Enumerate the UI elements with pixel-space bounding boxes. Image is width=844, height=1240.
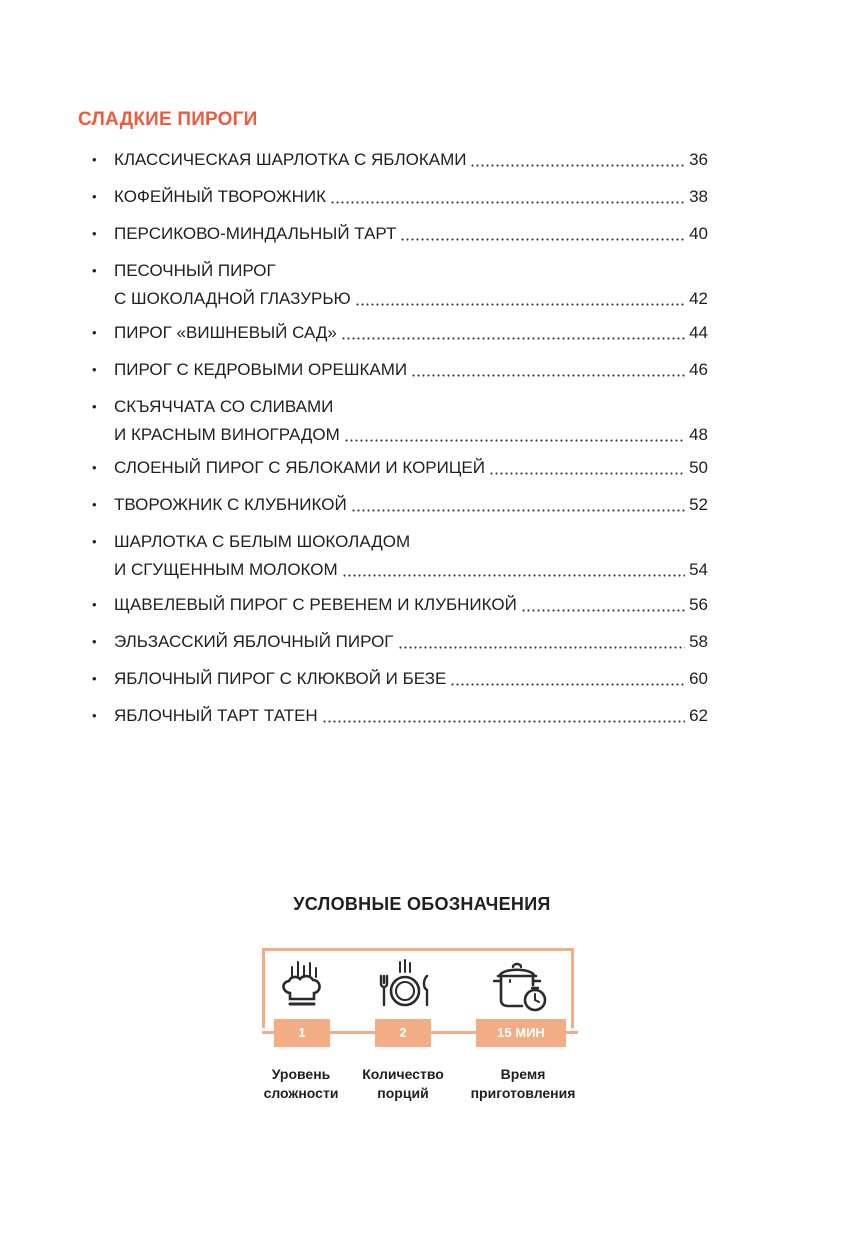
- difficulty-caption: Уровень сложности: [263, 1066, 339, 1101]
- toc-entry-title: ШАРЛОТКА С БЕЛЫМ ШОКОЛАДОМ: [114, 532, 411, 551]
- toc-page-number: 50: [689, 458, 708, 477]
- toc-entry-title: ЯБЛОЧНЫЙ ПИРОГ С КЛЮКВОЙ И БЕЗЕ: [114, 669, 447, 688]
- bullet: •: [92, 708, 97, 723]
- toc-page-number: 58: [689, 632, 708, 651]
- toc-entry[interactable]: [92, 703, 708, 729]
- pot-timer-icon: [492, 958, 550, 1016]
- toc-entry[interactable]: [92, 221, 708, 247]
- toc-entry[interactable]: [92, 357, 708, 383]
- bullet: •: [92, 325, 97, 340]
- bullet: •: [92, 152, 97, 167]
- legend-bar: [262, 1019, 578, 1047]
- dot-leader: [342, 557, 685, 577]
- bullet: •: [92, 460, 97, 475]
- toc-page-number: 62: [689, 706, 708, 725]
- toc-page-number: 44: [689, 323, 708, 342]
- dot-leader: [398, 629, 686, 649]
- toc-entry[interactable]: [92, 529, 708, 583]
- bullet: •: [92, 497, 97, 512]
- toc-entry-title: И СГУЩЕННЫМ МОЛОКОМ: [114, 560, 338, 579]
- toc-page-number: 60: [689, 669, 708, 688]
- toc-entry[interactable]: [92, 147, 708, 173]
- section-title: СЛАДКИЕ ПИРОГИ: [78, 109, 258, 130]
- dot-leader: [489, 455, 685, 475]
- toc-entry-title: И КРАСНЫМ ВИНОГРАДОМ: [114, 425, 340, 444]
- dot-leader: [400, 221, 685, 241]
- dot-leader: [351, 492, 685, 512]
- portions-badge: 2: [375, 1019, 431, 1047]
- toc-entry-title: С ШОКОЛАДНОЙ ГЛАЗУРЬЮ: [114, 289, 351, 308]
- dot-leader: [411, 357, 685, 377]
- dot-leader: [344, 422, 685, 442]
- bullet: •: [92, 597, 97, 612]
- difficulty-badge: 1: [274, 1019, 330, 1047]
- bullet: •: [92, 399, 97, 414]
- toc-entry-title: КЛАССИЧЕСКАЯ ШАРЛОТКА С ЯБЛОКАМИ: [114, 150, 467, 169]
- chef-hat-icon: [276, 958, 328, 1010]
- plate-cutlery-icon: [376, 958, 432, 1010]
- bullet: •: [92, 362, 97, 377]
- toc-page-number: 56: [689, 595, 708, 614]
- toc-page-number: 46: [689, 360, 708, 379]
- toc-entry[interactable]: [92, 455, 708, 481]
- time-badge: 15 МИН: [476, 1019, 566, 1047]
- dot-leader: [341, 320, 685, 340]
- toc-entry-title: ПИРОГ «ВИШНЕВЫЙ САД»: [114, 323, 337, 342]
- dot-leader: [330, 184, 685, 204]
- legend-title: УСЛОВНЫЕ ОБОЗНАЧЕНИЯ: [293, 894, 551, 914]
- dot-leader: [322, 703, 685, 723]
- toc-entry-title: СЛОЕНЫЙ ПИРОГ С ЯБЛОКАМИ И КОРИЦЕЙ: [114, 458, 485, 477]
- toc-entry-title: ПЕСОЧНЫЙ ПИРОГ: [114, 261, 276, 280]
- dot-leader: [355, 286, 685, 306]
- toc-entry-title: ЩАВЕЛЕВЫЙ ПИРОГ С РЕВЕНЕМ И КЛУБНИКОЙ: [114, 595, 517, 614]
- toc-entry[interactable]: [92, 666, 708, 692]
- toc-entry[interactable]: [92, 320, 708, 346]
- toc-entry[interactable]: [92, 492, 708, 518]
- toc-page-number: 36: [689, 150, 708, 169]
- toc-page-number: 48: [689, 425, 708, 444]
- bullet: •: [92, 534, 97, 549]
- bullet: •: [92, 226, 97, 241]
- toc-page-number: 42: [689, 289, 708, 308]
- toc-entry[interactable]: [92, 592, 708, 618]
- bullet: •: [92, 634, 97, 649]
- toc-page-number: 54: [689, 560, 708, 579]
- toc-entry[interactable]: [92, 258, 708, 312]
- toc-entry-title: ПИРОГ С КЕДРОВЫМИ ОРЕШКАМИ: [114, 360, 408, 379]
- toc-entry-title: ЯБЛОЧНЫЙ ТАРТ ТАТЕН: [114, 706, 318, 725]
- toc-entry[interactable]: [92, 184, 708, 210]
- dot-leader: [450, 666, 685, 686]
- toc-entry-title: ЭЛЬЗАССКИЙ ЯБЛОЧНЫЙ ПИРОГ: [114, 632, 394, 651]
- toc-page-number: 52: [689, 495, 708, 514]
- bullet: •: [92, 189, 97, 204]
- dot-leader: [470, 147, 685, 167]
- toc-entry-title: ПЕРСИКОВО-МИНДАЛЬНЫЙ ТАРТ: [114, 224, 397, 243]
- toc-entry-title: ТВОРОЖНИК С КЛУБНИКОЙ: [114, 495, 347, 514]
- toc-page-number: 38: [689, 187, 708, 206]
- bullet: •: [92, 671, 97, 686]
- bullet: •: [92, 263, 97, 278]
- dot-leader: [521, 592, 685, 612]
- toc-entry[interactable]: [92, 629, 708, 655]
- toc-entry-title: КОФЕЙНЫЙ ТВОРОЖНИК: [114, 187, 326, 206]
- toc-page-number: 40: [689, 224, 708, 243]
- toc-entry-title: СКЪЯЧЧАТА СО СЛИВАМИ: [114, 397, 334, 416]
- portions-caption: Количество порций: [362, 1066, 444, 1101]
- time-caption: Время приготовления: [470, 1066, 576, 1101]
- toc-entry[interactable]: [92, 394, 708, 448]
